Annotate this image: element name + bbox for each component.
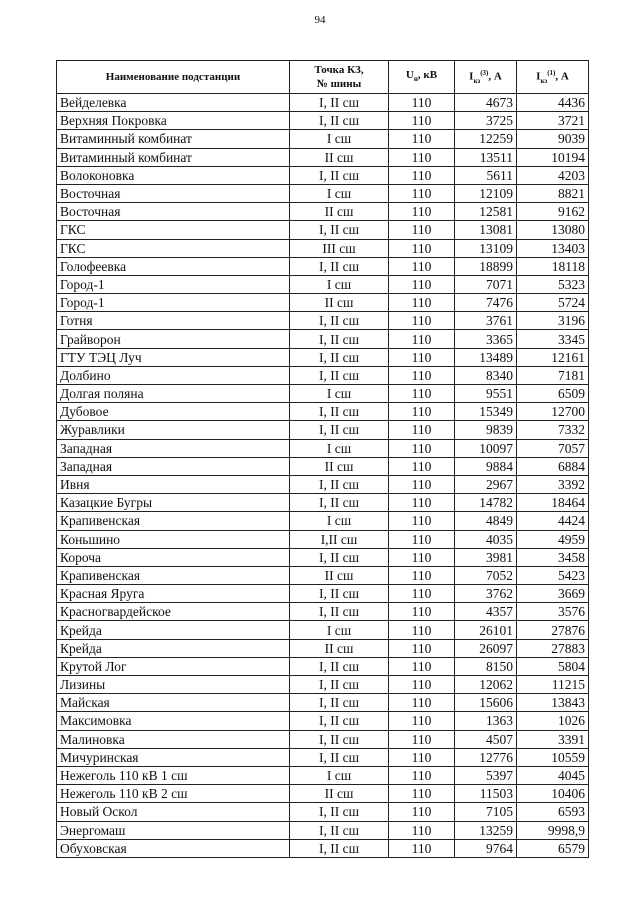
cell-i1: 27876 [517, 621, 589, 639]
table-row [57, 112, 589, 130]
header-nominal-voltage [389, 61, 455, 94]
cell-substation-name: Витаминный комбинат [57, 130, 290, 148]
cell-i1: 6579 [517, 839, 589, 857]
cell-i3: 4507 [455, 730, 517, 748]
cell-substation-name: Восточная [57, 203, 290, 221]
table-row [57, 785, 589, 803]
table-row [57, 712, 589, 730]
cell-i1: 3196 [517, 312, 589, 330]
table-row [57, 130, 589, 148]
table-row [57, 275, 589, 293]
cell-i1: 6509 [517, 385, 589, 403]
cell-fault-point: I, II сш [290, 603, 389, 621]
table-row [57, 730, 589, 748]
cell-substation-name: Журавлики [57, 421, 290, 439]
cell-fault-point: I, II сш [290, 839, 389, 857]
cell-i1: 3391 [517, 730, 589, 748]
cell-fault-point: I сш [290, 621, 389, 639]
cell-i3: 4849 [455, 512, 517, 530]
cell-i1: 9039 [517, 130, 589, 148]
cell-substation-name: Город-1 [57, 275, 290, 293]
cell-i3: 1363 [455, 712, 517, 730]
cell-nominal-voltage: 110 [389, 694, 455, 712]
cell-substation-name: Крапивенская [57, 512, 290, 530]
header-i1-symbol: I [536, 70, 541, 83]
cell-i3: 4673 [455, 94, 517, 112]
cell-substation-name: Красная Яруга [57, 585, 290, 603]
cell-i1: 7332 [517, 421, 589, 439]
cell-nominal-voltage: 110 [389, 257, 455, 275]
cell-substation-name: Короча [57, 548, 290, 566]
cell-substation-name: Малиновка [57, 730, 290, 748]
cell-substation-name: Майская [57, 694, 290, 712]
header-i1-sup: (1) [547, 69, 556, 78]
cell-nominal-voltage: 110 [389, 112, 455, 130]
cell-fault-point: I, II сш [290, 403, 389, 421]
cell-nominal-voltage: 110 [389, 566, 455, 584]
table-row [57, 257, 589, 275]
cell-fault-point: I, II сш [290, 221, 389, 239]
cell-i1: 4959 [517, 530, 589, 548]
cell-nominal-voltage: 110 [389, 603, 455, 621]
table-row [57, 585, 589, 603]
header-i3 [455, 61, 517, 94]
cell-fault-point: II сш [290, 148, 389, 166]
cell-i1: 3576 [517, 603, 589, 621]
cell-nominal-voltage: 110 [389, 130, 455, 148]
cell-fault-point: I сш [290, 130, 389, 148]
cell-nominal-voltage: 110 [389, 712, 455, 730]
cell-i1: 10559 [517, 748, 589, 766]
cell-fault-point: I сш [290, 385, 389, 403]
cell-fault-point: II сш [290, 294, 389, 312]
cell-nominal-voltage: 110 [389, 530, 455, 548]
table-row [57, 803, 589, 821]
header-fault-point-line1: Точка КЗ, [314, 64, 364, 76]
cell-nominal-voltage: 110 [389, 676, 455, 694]
cell-nominal-voltage: 110 [389, 403, 455, 421]
cell-i1: 10406 [517, 785, 589, 803]
cell-nominal-voltage: 110 [389, 275, 455, 293]
cell-substation-name: Нежеголь 110 кВ 2 сш [57, 785, 290, 803]
cell-i3: 13109 [455, 239, 517, 257]
cell-i1: 18118 [517, 257, 589, 275]
cell-substation-name: Грайворон [57, 330, 290, 348]
cell-i3: 12109 [455, 184, 517, 202]
cell-i1: 11215 [517, 676, 589, 694]
cell-substation-name: ГКС [57, 239, 290, 257]
cell-fault-point: I, II сш [290, 257, 389, 275]
table-row [57, 312, 589, 330]
cell-nominal-voltage: 110 [389, 821, 455, 839]
cell-fault-point: II сш [290, 566, 389, 584]
cell-substation-name: Волоконовка [57, 166, 290, 184]
header-substation-name: Наименование подстанции [57, 61, 290, 94]
cell-nominal-voltage: 110 [389, 585, 455, 603]
cell-substation-name: Лизины [57, 676, 290, 694]
cell-fault-point: I сш [290, 184, 389, 202]
cell-i1: 3721 [517, 112, 589, 130]
table-row [57, 566, 589, 584]
cell-substation-name: Энергомаш [57, 821, 290, 839]
cell-fault-point: I, II сш [290, 348, 389, 366]
cell-i3: 12259 [455, 130, 517, 148]
table-row [57, 548, 589, 566]
cell-nominal-voltage: 110 [389, 639, 455, 657]
cell-fault-point: I, II сш [290, 821, 389, 839]
table-row [57, 94, 589, 112]
cell-i3: 12776 [455, 748, 517, 766]
cell-fault-point: I сш [290, 275, 389, 293]
cell-nominal-voltage: 110 [389, 312, 455, 330]
table-row [57, 221, 589, 239]
cell-substation-name: Красногвардейское [57, 603, 290, 621]
table-row [57, 203, 589, 221]
table-row [57, 676, 589, 694]
cell-i3: 10097 [455, 439, 517, 457]
short-circuit-currents-table [56, 60, 589, 858]
cell-nominal-voltage: 110 [389, 148, 455, 166]
cell-i3: 7071 [455, 275, 517, 293]
cell-fault-point: I, II сш [290, 694, 389, 712]
cell-nominal-voltage: 110 [389, 730, 455, 748]
cell-i3: 5611 [455, 166, 517, 184]
cell-i3: 12062 [455, 676, 517, 694]
cell-i1: 3669 [517, 585, 589, 603]
cell-substation-name: ГКС [57, 221, 290, 239]
cell-i1: 4424 [517, 512, 589, 530]
table-row [57, 657, 589, 675]
table-row [57, 475, 589, 493]
cell-i3: 2967 [455, 475, 517, 493]
header-i3-unit: , А [488, 70, 502, 83]
header-fault-point-line2: № шины [316, 78, 362, 90]
cell-i1: 6884 [517, 457, 589, 475]
cell-nominal-voltage: 110 [389, 803, 455, 821]
header-i3-sub: кз [473, 76, 481, 85]
cell-fault-point: I, II сш [290, 166, 389, 184]
cell-substation-name: Готня [57, 312, 290, 330]
cell-i1: 5724 [517, 294, 589, 312]
cell-i1: 6593 [517, 803, 589, 821]
cell-i1: 9998,9 [517, 821, 589, 839]
cell-i1: 5323 [517, 275, 589, 293]
table-row [57, 330, 589, 348]
cell-nominal-voltage: 110 [389, 221, 455, 239]
cell-i1: 4436 [517, 94, 589, 112]
cell-i1: 9162 [517, 203, 589, 221]
cell-nominal-voltage: 110 [389, 166, 455, 184]
cell-substation-name: Дубовое [57, 403, 290, 421]
table-row [57, 348, 589, 366]
cell-fault-point: I, II сш [290, 475, 389, 493]
page-number: 94 [314, 14, 326, 26]
cell-fault-point: I, II сш [290, 94, 389, 112]
cell-nominal-voltage: 110 [389, 239, 455, 257]
cell-fault-point: I, II сш [290, 676, 389, 694]
cell-i3: 8340 [455, 366, 517, 384]
cell-fault-point: I, II сш [290, 312, 389, 330]
cell-fault-point: II сш [290, 639, 389, 657]
cell-i3: 15606 [455, 694, 517, 712]
table-row [57, 839, 589, 857]
cell-fault-point: I, II сш [290, 730, 389, 748]
cell-substation-name: Верхняя Покровка [57, 112, 290, 130]
cell-i3: 9839 [455, 421, 517, 439]
cell-fault-point: I, II сш [290, 585, 389, 603]
cell-nominal-voltage: 110 [389, 766, 455, 784]
cell-i3: 4035 [455, 530, 517, 548]
table-row [57, 621, 589, 639]
cell-fault-point: I, II сш [290, 366, 389, 384]
cell-fault-point: II сш [290, 785, 389, 803]
cell-nominal-voltage: 110 [389, 348, 455, 366]
cell-nominal-voltage: 110 [389, 457, 455, 475]
cell-substation-name: Крутой Лог [57, 657, 290, 675]
cell-substation-name: Город-1 [57, 294, 290, 312]
cell-i3: 3365 [455, 330, 517, 348]
cell-nominal-voltage: 110 [389, 184, 455, 202]
cell-i1: 12700 [517, 403, 589, 421]
cell-substation-name: Крейда [57, 621, 290, 639]
header-un-sub: н [413, 75, 418, 84]
cell-substation-name: Долгая поляна [57, 385, 290, 403]
table-row [57, 403, 589, 421]
cell-fault-point: I сш [290, 512, 389, 530]
cell-i3: 3981 [455, 548, 517, 566]
cell-i3: 8150 [455, 657, 517, 675]
cell-substation-name: Коньшино [57, 530, 290, 548]
cell-i3: 9551 [455, 385, 517, 403]
table-row [57, 366, 589, 384]
header-un-symbol: U [405, 68, 414, 81]
table-row [57, 512, 589, 530]
cell-substation-name: ГТУ ТЭЦ Луч [57, 348, 290, 366]
table-row [57, 494, 589, 512]
table-row [57, 184, 589, 202]
cell-substation-name: Восточная [57, 184, 290, 202]
cell-fault-point: II сш [290, 203, 389, 221]
cell-substation-name: Долбино [57, 366, 290, 384]
cell-nominal-voltage: 110 [389, 621, 455, 639]
table-row [57, 385, 589, 403]
cell-i3: 3725 [455, 112, 517, 130]
cell-nominal-voltage: 110 [389, 294, 455, 312]
cell-i3: 13081 [455, 221, 517, 239]
cell-nominal-voltage: 110 [389, 657, 455, 675]
cell-nominal-voltage: 110 [389, 494, 455, 512]
cell-fault-point: I, II сш [290, 421, 389, 439]
table-row [57, 457, 589, 475]
cell-i1: 18464 [517, 494, 589, 512]
cell-nominal-voltage: 110 [389, 366, 455, 384]
cell-i1: 8821 [517, 184, 589, 202]
cell-i1: 7057 [517, 439, 589, 457]
cell-i1: 3392 [517, 475, 589, 493]
cell-i1: 13843 [517, 694, 589, 712]
cell-i3: 18899 [455, 257, 517, 275]
table-row [57, 694, 589, 712]
table-row [57, 748, 589, 766]
cell-fault-point: I, II сш [290, 548, 389, 566]
cell-fault-point: III сш [290, 239, 389, 257]
cell-substation-name: Вейделевка [57, 94, 290, 112]
cell-i1: 1026 [517, 712, 589, 730]
cell-i1: 4203 [517, 166, 589, 184]
cell-substation-name: Витаминный комбинат [57, 148, 290, 166]
cell-nominal-voltage: 110 [389, 94, 455, 112]
cell-nominal-voltage: 110 [389, 785, 455, 803]
cell-substation-name: Крапивенская [57, 566, 290, 584]
header-i1 [517, 61, 589, 94]
cell-i3: 3761 [455, 312, 517, 330]
cell-substation-name: Западная [57, 457, 290, 475]
cell-i3: 9764 [455, 839, 517, 857]
cell-substation-name: Обуховская [57, 839, 290, 857]
cell-i3: 13489 [455, 348, 517, 366]
cell-fault-point: I, II сш [290, 712, 389, 730]
header-i1-sub: кз [540, 76, 548, 85]
cell-substation-name: Новый Оскол [57, 803, 290, 821]
cell-i1: 7181 [517, 366, 589, 384]
cell-nominal-voltage: 110 [389, 439, 455, 457]
table-row [57, 603, 589, 621]
cell-i3: 13259 [455, 821, 517, 839]
table-row [57, 421, 589, 439]
table-row [57, 294, 589, 312]
cell-i3: 7105 [455, 803, 517, 821]
cell-nominal-voltage: 110 [389, 421, 455, 439]
cell-i3: 26101 [455, 621, 517, 639]
cell-nominal-voltage: 110 [389, 330, 455, 348]
table-row [57, 166, 589, 184]
table-row [57, 821, 589, 839]
cell-i1: 5423 [517, 566, 589, 584]
cell-fault-point: I, II сш [290, 803, 389, 821]
cell-substation-name: Голофеевка [57, 257, 290, 275]
cell-nominal-voltage: 110 [389, 203, 455, 221]
cell-i1: 13403 [517, 239, 589, 257]
table-row [57, 439, 589, 457]
header-i3-symbol: I [469, 70, 474, 83]
cell-nominal-voltage: 110 [389, 475, 455, 493]
cell-fault-point: I сш [290, 439, 389, 457]
cell-fault-point: I, II сш [290, 330, 389, 348]
cell-fault-point: I,II сш [290, 530, 389, 548]
cell-i1: 12161 [517, 348, 589, 366]
cell-i3: 26097 [455, 639, 517, 657]
cell-i3: 9884 [455, 457, 517, 475]
table-row [57, 530, 589, 548]
table-row [57, 639, 589, 657]
header-fault-point [290, 61, 389, 94]
header-i3-sup: (3) [480, 69, 489, 78]
cell-nominal-voltage: 110 [389, 748, 455, 766]
cell-nominal-voltage: 110 [389, 548, 455, 566]
header-un-unit: , кВ [417, 68, 438, 81]
cell-i3: 11503 [455, 785, 517, 803]
cell-i1: 3458 [517, 548, 589, 566]
cell-i3: 14782 [455, 494, 517, 512]
cell-fault-point: I, II сш [290, 657, 389, 675]
cell-i3: 13511 [455, 148, 517, 166]
header-i1-unit: , А [555, 70, 569, 83]
cell-substation-name: Нежеголь 110 кВ 1 сш [57, 766, 290, 784]
cell-i3: 4357 [455, 603, 517, 621]
cell-fault-point: I, II сш [290, 748, 389, 766]
cell-i3: 15349 [455, 403, 517, 421]
cell-i1: 5804 [517, 657, 589, 675]
cell-fault-point: I сш [290, 766, 389, 784]
cell-nominal-voltage: 110 [389, 385, 455, 403]
cell-substation-name: Мичуринская [57, 748, 290, 766]
cell-substation-name: Крейда [57, 639, 290, 657]
cell-substation-name: Ивня [57, 475, 290, 493]
table-header-row [57, 61, 589, 94]
cell-fault-point: I, II сш [290, 112, 389, 130]
cell-nominal-voltage: 110 [389, 839, 455, 857]
cell-substation-name: Казацкие Бугры [57, 494, 290, 512]
table-row [57, 239, 589, 257]
table-row [57, 148, 589, 166]
cell-i1: 13080 [517, 221, 589, 239]
table-row [57, 766, 589, 784]
cell-i1: 10194 [517, 148, 589, 166]
cell-i3: 7052 [455, 566, 517, 584]
cell-substation-name: Западная [57, 439, 290, 457]
cell-fault-point: I, II сш [290, 494, 389, 512]
cell-substation-name: Максимовка [57, 712, 290, 730]
cell-i3: 7476 [455, 294, 517, 312]
cell-i1: 4045 [517, 766, 589, 784]
cell-nominal-voltage: 110 [389, 512, 455, 530]
cell-i3: 3762 [455, 585, 517, 603]
cell-i1: 3345 [517, 330, 589, 348]
cell-i3: 5397 [455, 766, 517, 784]
cell-fault-point: II сш [290, 457, 389, 475]
cell-i3: 12581 [455, 203, 517, 221]
cell-i1: 27883 [517, 639, 589, 657]
